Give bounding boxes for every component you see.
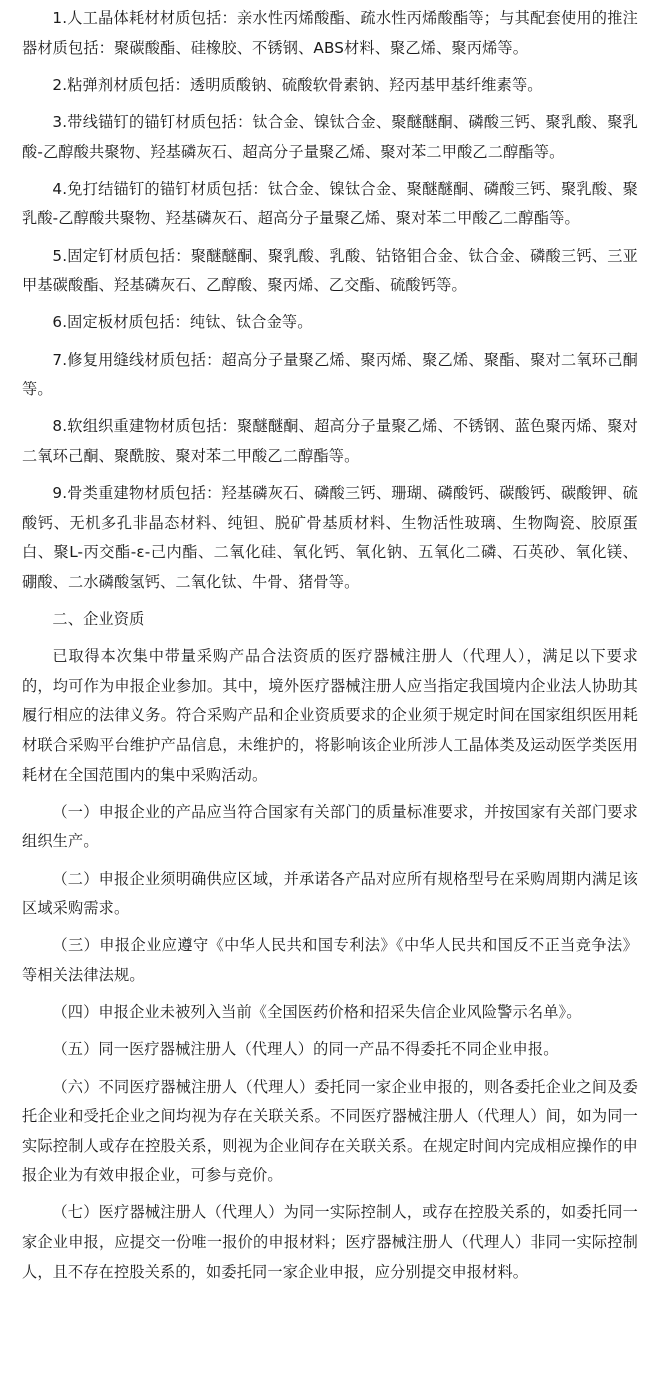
requirement-item-5: （五）同一医疗器械注册人（代理人）的同一产品不得委托不同企业申报。 [52, 1040, 559, 1059]
material-item-3: 3.带线锚钉的锚钉材质包括：钛合金、镍钛合金、聚醚醚酮、磷酸三钙、聚乳酸、聚乳酸-乙醇酸共聚物、羟基磷灰石、超高分子量聚乙烯、聚对苯二甲酸乙二醇酯等。 [22, 112, 638, 161]
material-item-1: 1.人工晶体耗材材质包括：亲水性丙烯酸酯、疏水性丙烯酸酯等；与其配套使用的推注器材质包括：聚碳酸酯、硅橡胶、不锈钢、ABS材料、聚乙烯、聚丙烯等。 [22, 9, 638, 57]
requirement-item-1: （一）申报企业的产品应当符合国家有关部门的质量标准要求，并按国家有关部门要求组织生产。 [22, 802, 638, 851]
material-item-4: 4.免打结锚钉的锚钉材质包括：钛合金、镍钛合金、聚醚醚酮、磷酸三钙、聚乳酸、聚乳酸-乙醇酸共聚物、羟基磷灰石、超高分子量聚乙烯、聚对苯二甲酸乙二醇酯等。 [22, 179, 638, 228]
requirement-item-7: （七）医疗器械注册人（代理人）为同一实际控制人，或存在控股关系的，如委托同一家企业申报，应提交一份唯一报价的申报材料；医疗器械注册人（代理人）非同一实际控制人，且不存在控股关系的，如委托同一家企业申报，应分别提交申报材料。 [22, 1203, 638, 1281]
section-heading: 二、企业资质 [52, 610, 145, 629]
requirement-item-6: （六）不同医疗器械注册人（代理人）委托同一家企业申报的，则各委托企业之间及委托企业和受托企业之间均视为存在关联关系。不同医疗器械注册人（代理人）间，如为同一实际控制人或存在控股关系，则视为企业间存在关联关系。在规定时间内完成相应操作的申报企业为有效申报企业，可参与竞价。 [22, 1077, 638, 1185]
material-item-7: 7.修复用缝线材质包括：超高分子量聚乙烯、聚丙烯、聚乙烯、聚酯、聚对二氧环己酮等。 [22, 350, 638, 399]
material-item-6: 6.固定板材质包括：纯钛、钛合金等。 [52, 313, 313, 332]
intro-paragraph: 已取得本次集中带量采购产品合法资质的医疗器械注册人（代理人），满足以下要求的，均可作为申报企业参加。其中，境外医疗器械注册人应当指定我国境内企业法人协助其履行相应的法律义务。符合采购产品和企业资质要求的企业须于规定时间在国家组织医用耗材联合采购平台维护产品信息，未维护的，将影响该企业所涉人工晶体类及运动医学类医用耗材在全国范围内的集中采购活动。 [22, 647, 638, 784]
requirement-item-3: （三）申报企业应遵守《中华人民共和国专利法》《中华人民共和国反不正当竞争法》等相关法律法规。 [22, 936, 638, 984]
requirement-item-2: （二）申报企业须明确供应区域，并承诺各产品对应所有规格型号在采购周期内满足该区域采购需求。 [22, 869, 638, 918]
material-item-9: 9.骨类重建物材质包括：羟基磷灰石、磷酸三钙、珊瑚、磷酸钙、碳酸钙、碳酸钾、硫酸钙、无机多孔非晶态材料、纯钽、脱矿骨基质材料、生物活性玻璃、生物陶瓷、胶原蛋白、聚L-丙交酯-ε-己内酯、二氧化硅、氧化钙、氧化钠、五氧化二磷、石英砂、氧化镁、硼酸、二水磷酸氢钙、二氧化钛、牛骨、猪骨等。 [22, 484, 638, 591]
material-item-2: 2.粘弹剂材质包括：透明质酸钠、硫酸软骨素钠、羟丙基甲基纤维素等。 [52, 75, 543, 94]
material-item-8: 8.软组织重建物材质包括：聚醚醚酮、超高分子量聚乙烯、不锈钢、蓝色聚丙烯、聚对二氧环己酮、聚酰胺、聚对苯二甲酸乙二醇酯等。 [22, 417, 638, 465]
material-item-5: 5.固定钉材质包括：聚醚醚酮、聚乳酸、乳酸、钴铬钼合金、钛合金、磷酸三钙、三亚甲基碳酸酯、羟基磷灰石、乙醇酸、聚丙烯、乙交酯、硫酸钙等。 [22, 246, 638, 295]
requirement-item-4: （四）申报企业未被列入当前《全国医药价格和招采失信企业风险警示名单》。 [52, 1003, 582, 1022]
